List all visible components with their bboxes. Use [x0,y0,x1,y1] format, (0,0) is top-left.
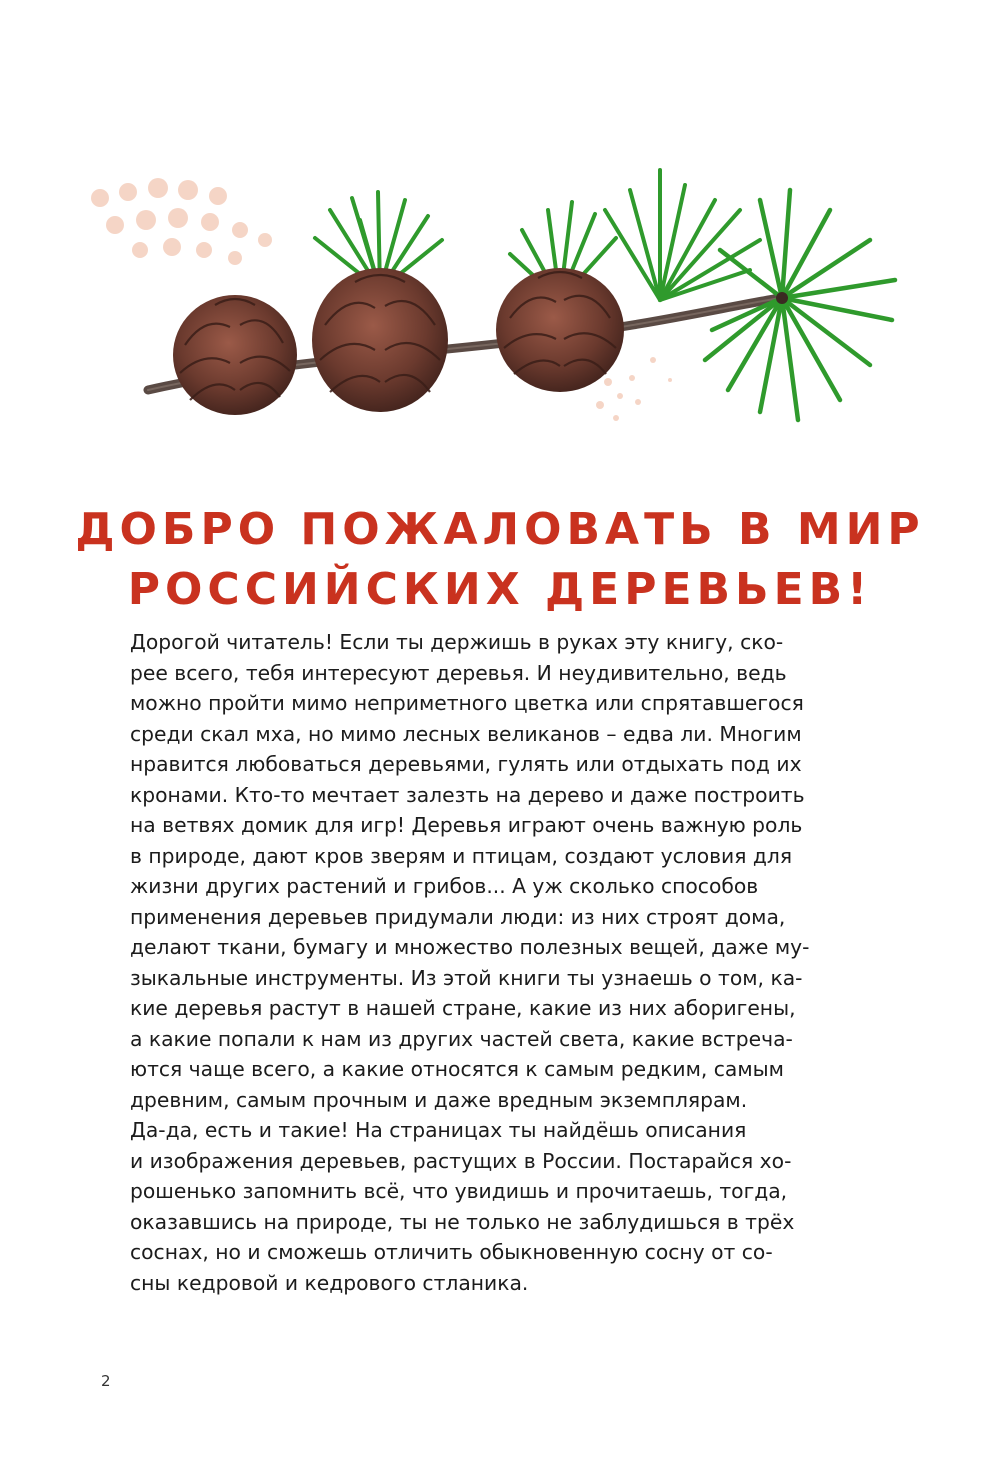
text-line: древним, самым прочным и даже вредным экземплярам. [130,1087,748,1112]
larch-branch-with-cones-icon [60,150,940,450]
intro-paragraph [130,627,910,1298]
text-line: зыкальные инструменты. Из этой книги ты узнаешь о том, ка- [130,965,803,990]
larch-cone [173,295,297,415]
text-line: Да-да, есть и такие! На страницах ты найдёшь описания [130,1118,747,1142]
larch-cone [312,268,448,412]
text-line: рошенько запомнить всё, что увидишь и прочитаешь, тогда, [130,1179,788,1203]
text-line: делают ткани, бумагу и множество полезных вещей, даже му- [130,935,810,959]
text-line: применения деревьев придумали люди: из них строят дома, [130,904,786,929]
page-title [60,500,940,620]
text-line: ются чаще всего, а какие относятся к самым редким, самым [130,1057,784,1081]
page-number: 2 [101,1372,111,1390]
text-line: среди скал мха, но мимо лесных великанов – едва ли. Многим [130,721,802,746]
text-line: а какие попали к нам из других частей света, какие встреча- [130,1026,793,1051]
text-line: кие деревья растут в нашей стране, какие из них аборигены, [130,996,796,1020]
text-line: сны кедровой и кедрового стланика. [130,1270,529,1295]
larch-cone [496,268,624,392]
text-line: оказавшись на природе, ты не только не заблудишься в трёх [130,1209,795,1234]
text-line: соснах, но и сможешь отличить обыкновенную сосну от со- [130,1240,773,1264]
text-line: нравится любоваться деревьями, гулять или отдыхать под их [130,752,802,776]
text-line: жизни других растений и грибов... А уж сколько способов [130,874,759,898]
text-line: можно пройти мимо неприметного цветка или спрятавшегося [130,691,804,715]
text-line: кронами. Кто-то мечтает залезть на дерево и даже построить [130,782,805,807]
text-line: в природе, дают кров зверям и птицам, создают условия для [130,843,793,868]
text-line: Дорогой читатель! Если ты держишь в руках эту книгу, ско- [130,630,784,654]
title-line-2: РОССИЙСКИХ ДЕРЕВЬЕВ! [127,564,873,615]
text-line: на ветвях домик для игр! Деревья играют очень важную роль [130,813,803,837]
text-line: и изображения деревьев, растущих в России. Постарайся хо- [130,1148,792,1173]
title-line-1: ДОБРО ПОЖАЛОВАТЬ В МИР [75,504,925,555]
text-line: рее всего, тебя интересуют деревья. И неудивительно, ведь [130,660,787,685]
